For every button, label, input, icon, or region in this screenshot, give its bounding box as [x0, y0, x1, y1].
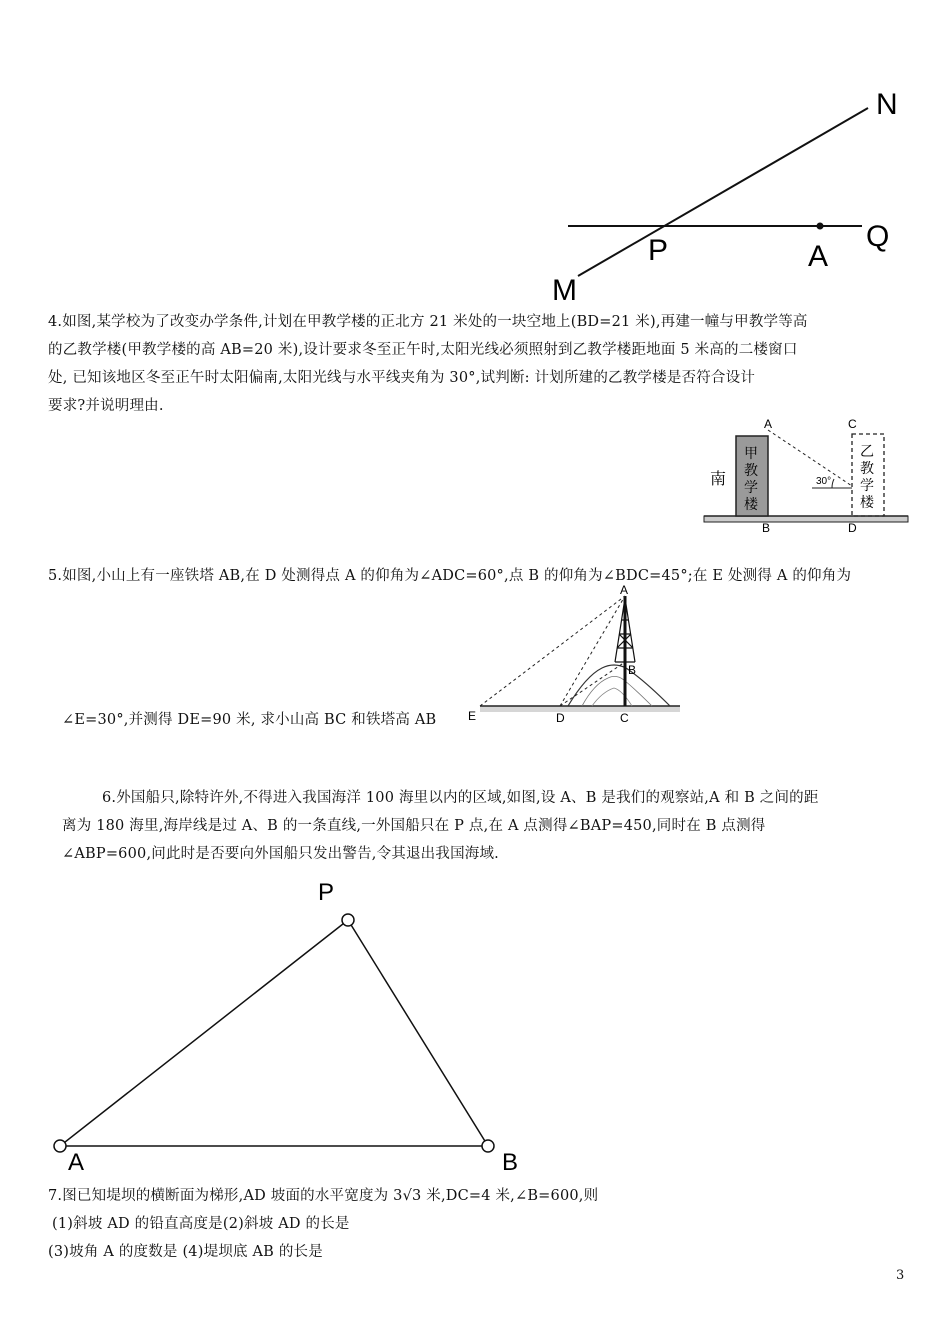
figure-buildings	[700, 416, 910, 540]
page-number: 3	[896, 1268, 905, 1283]
q7-line-1: 7.图已知堤坝的横断面为梯形,AD 坡面的水平宽度为 3√3 米,DC=4 米,∠B=600,则	[48, 1188, 599, 1204]
yi-char-4: 楼	[860, 494, 874, 510]
label-b: B	[502, 1149, 519, 1176]
label-b: B	[628, 663, 637, 677]
question-4	[48, 308, 808, 420]
label-m: M	[552, 274, 577, 307]
sight-da	[560, 596, 625, 706]
q6-line-1: 6.外国船只,除特许外,不得进入我国海洋 100 海里以内的区域,如图,设 A、B 是我们的观察站,A 和 B 之间的距	[102, 790, 819, 806]
q6-line-3: ∠ABP=600,问此时是否要向外国船只发出警告,令其退出我国海域.	[62, 846, 499, 862]
label-south: 南	[710, 471, 727, 488]
q4-line-3: 处, 已知该地区冬至正午时太阳偏南,太阳光线与水平线夹角为 30°,试判断: 计划所建的乙教学楼是否符合设计	[48, 370, 756, 386]
question-7	[48, 1182, 598, 1266]
q4-line-1: 4.如图,某学校为了改变办学条件,计划在甲教学楼的正北方 21 米处的一块空地上(BD=21 米),再建一幢与甲教学等高	[48, 314, 808, 330]
q7-line-3: (3)坡角 A 的度数是 (4)堤坝底 AB 的长是	[48, 1244, 323, 1260]
angle-arc	[832, 479, 834, 488]
label-b: B	[762, 521, 771, 535]
yi-char-3: 学	[860, 477, 874, 493]
label-a: A	[620, 584, 629, 597]
figure-line-mn-pq	[540, 80, 920, 310]
jia-char-3: 学	[744, 479, 758, 495]
sight-ea	[480, 596, 625, 706]
figure-tower	[464, 584, 684, 726]
question-5-line-2: ∠E=30°,并测得 DE=90 米, 求小山高 BC 和铁塔高 AB	[62, 712, 437, 728]
label-d: D	[556, 711, 565, 725]
label-a: A	[808, 240, 829, 273]
sun-ray	[768, 430, 852, 486]
figure-triangle	[40, 868, 540, 1180]
ground	[704, 516, 908, 522]
hill	[568, 665, 670, 706]
yi-char-2: 教	[860, 460, 874, 476]
label-angle: 30°	[816, 476, 832, 487]
label-d: D	[848, 521, 857, 535]
label-a: A	[764, 417, 773, 431]
q6-line-2: 离为 180 海里,海岸线是过 A、B 的一条直线,一外国船只在 P 点,在 A 点测得∠BAP=450,同时在 B 点测得	[62, 818, 766, 834]
hill-contour-1	[582, 676, 652, 706]
question-5-line-1: 5.如图,小山上有一座铁塔 AB,在 D 处测得点 A 的仰角为∠ADC=60°,点 B 的仰角为∠BDC=45°;在 E 处测得 A 的仰角为	[48, 568, 852, 584]
vertex-b	[482, 1140, 494, 1152]
point-a-dot	[817, 223, 824, 230]
label-q: Q	[866, 220, 890, 253]
q4-line-4: 要求?并说明理由.	[48, 398, 164, 414]
q4-line-2: 的乙教学楼(甲教学楼的高 AB=20 米),设计要求冬至正午时,太阳光线必须照射到乙教学楼距地面 5 米高的二楼窗口	[48, 342, 798, 358]
label-p: P	[648, 234, 669, 267]
jia-char-4: 楼	[744, 496, 758, 512]
label-c: C	[620, 711, 629, 725]
label-e: E	[468, 709, 477, 723]
jia-char-2: 教	[744, 462, 758, 478]
label-a: A	[68, 1149, 85, 1176]
label-n: N	[876, 88, 898, 121]
question-6	[62, 784, 819, 868]
yi-char-1: 乙	[860, 443, 874, 459]
ground	[480, 706, 680, 712]
jia-char-1: 甲	[744, 445, 758, 461]
vertex-p	[342, 914, 354, 926]
sight-db	[560, 662, 625, 706]
label-c: C	[848, 417, 857, 431]
label-p: P	[318, 879, 335, 906]
vertex-a	[54, 1140, 66, 1152]
triangle-pab	[60, 920, 488, 1146]
q7-line-2: (1)斜坡 AD 的铅直高度是(2)斜坡 AD 的长是	[52, 1216, 350, 1232]
